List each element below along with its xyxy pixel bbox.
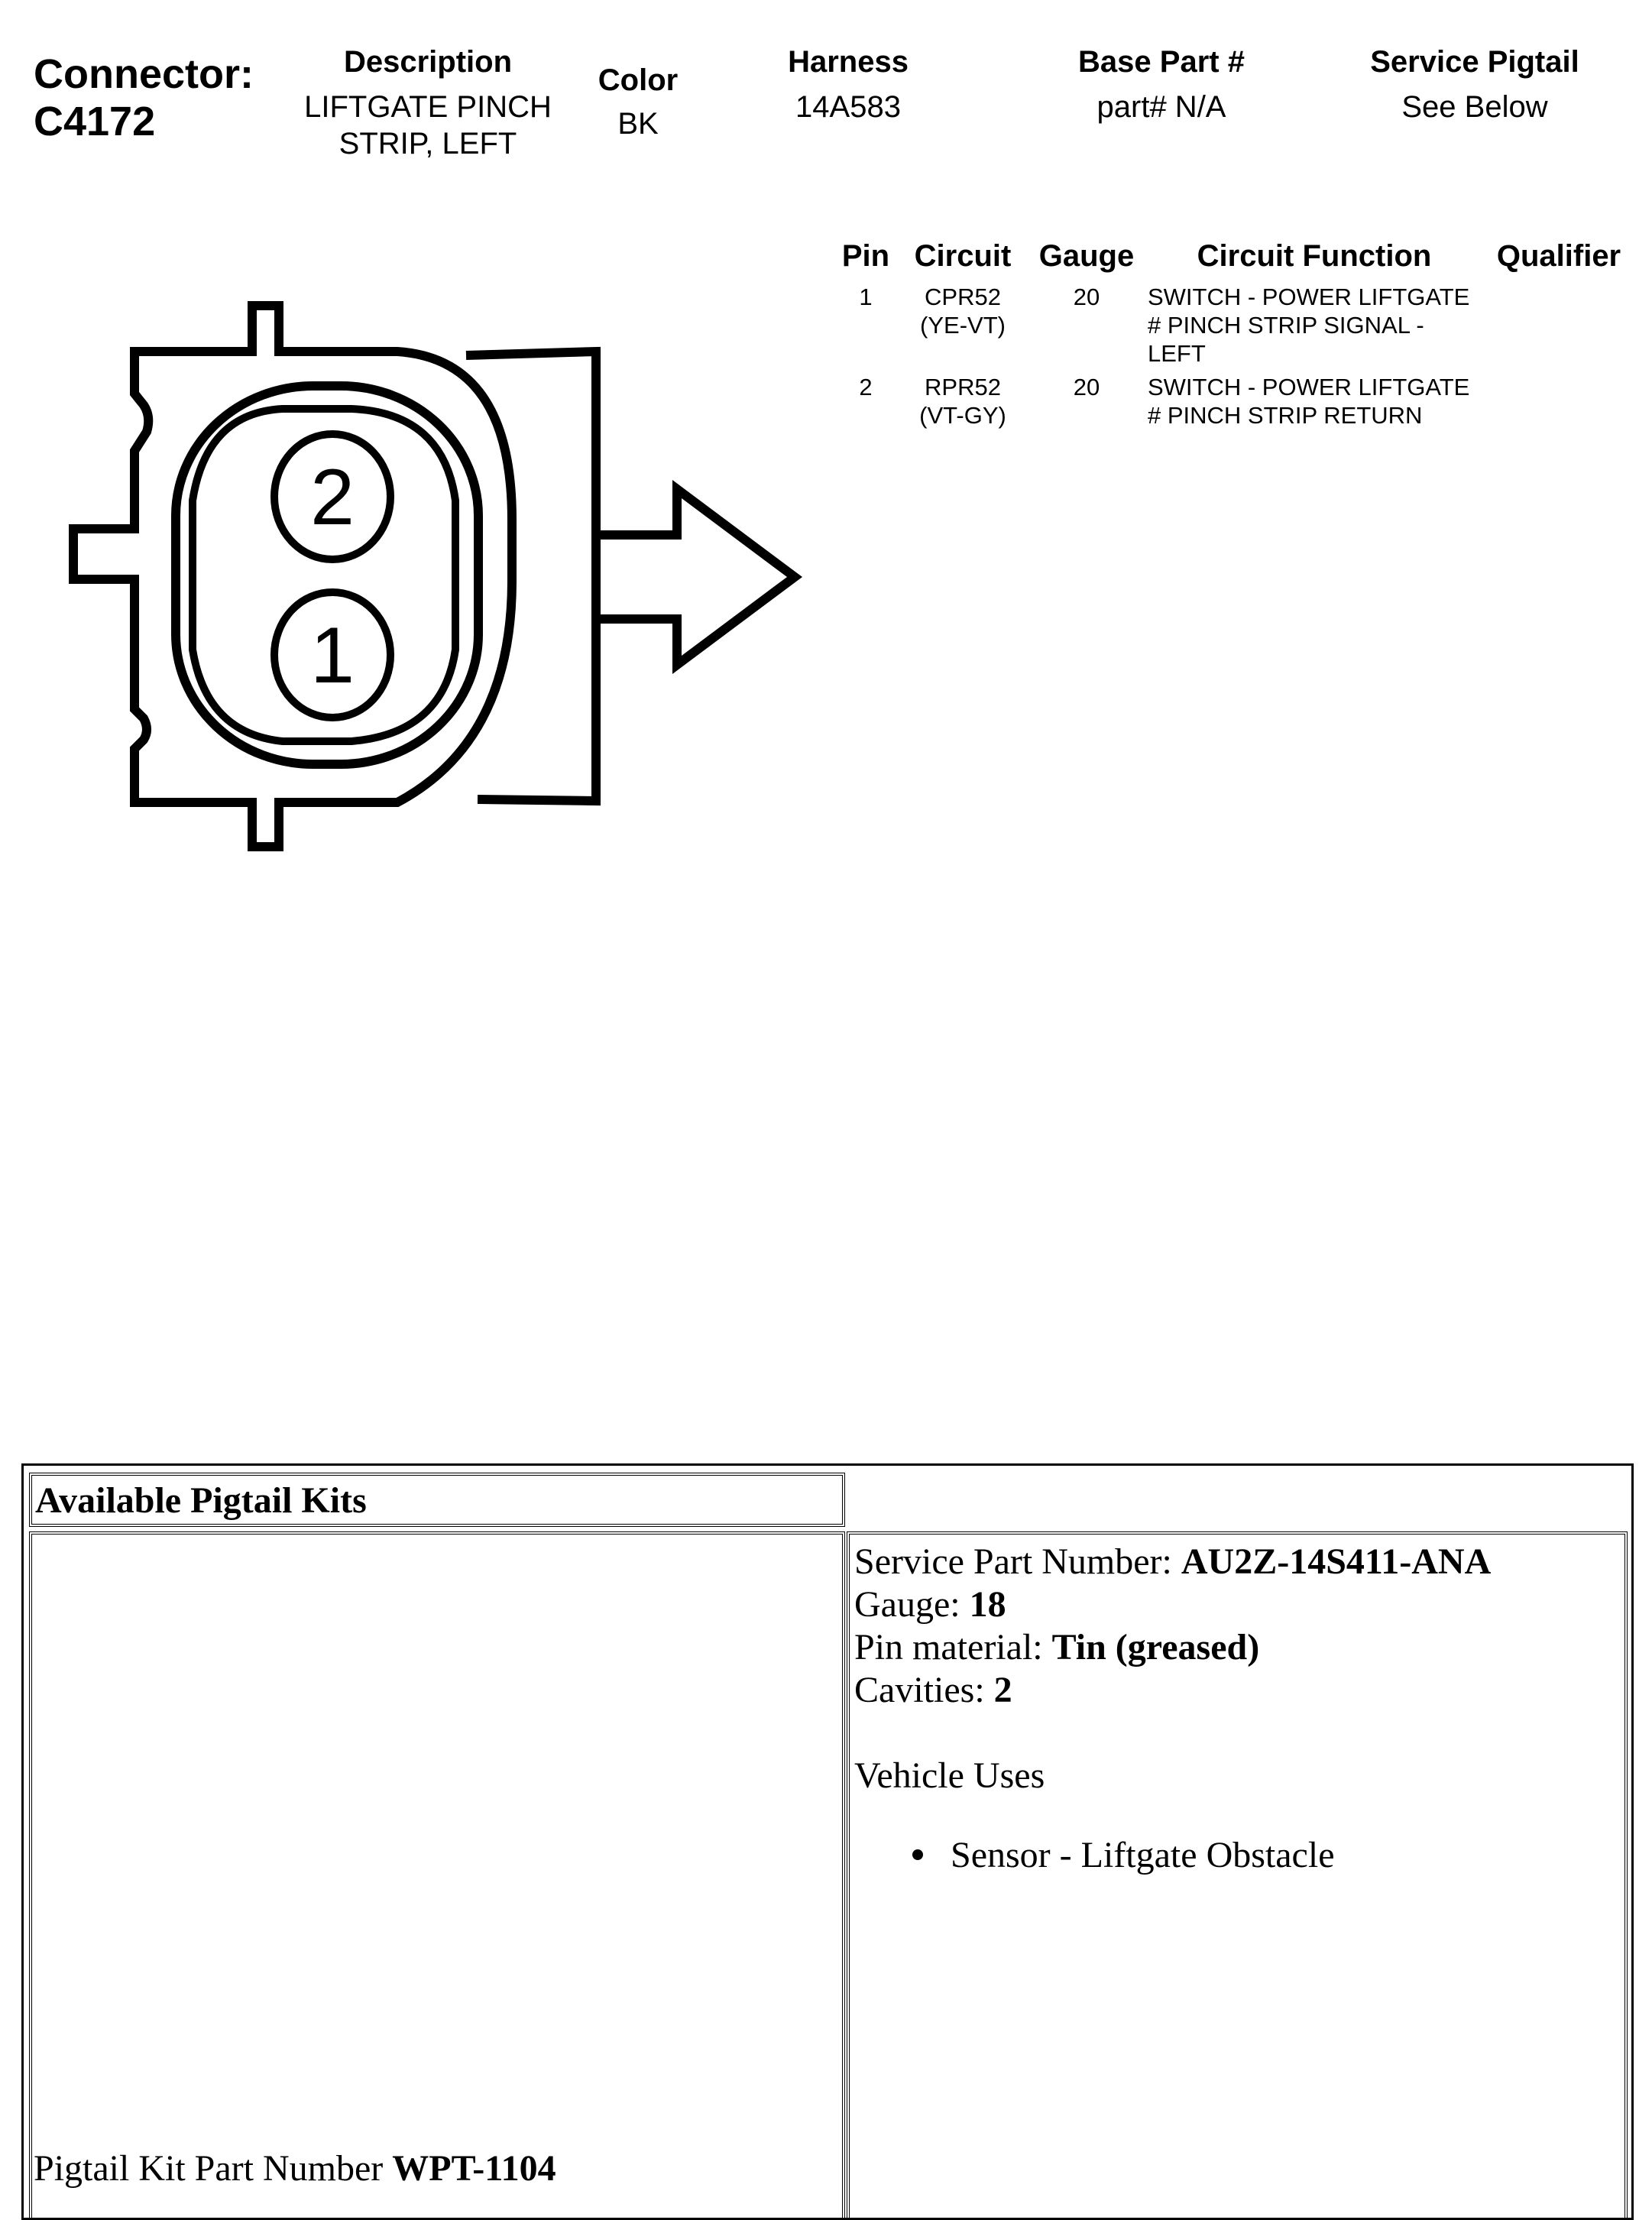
pigtail-image-cell [29, 1531, 845, 2219]
service-part-value: AU2Z-14S411-ANA [1181, 1541, 1492, 1582]
harness-column [749, 44, 947, 125]
pin-row-1-function [1148, 283, 1484, 368]
pin-table-header-qualifier: Qualifier [1496, 239, 1621, 273]
description-value-line1: LIFTGATE PINCH [304, 90, 552, 124]
pin-table-header-pin: Pin [841, 239, 890, 273]
pin-row-2-function [1148, 373, 1484, 429]
pin-row-1-circuit [902, 283, 1024, 339]
pin-table-header-function: Circuit Function [1197, 239, 1432, 273]
cavity-1-label: 1 [310, 611, 355, 700]
pin-row-1-circuit-id: CPR52 [925, 284, 1001, 310]
harness-value: 14A583 [795, 90, 901, 124]
pin-row-2-gauge: 20 [1073, 374, 1100, 400]
pin-material-value: Tin (greased) [1051, 1627, 1260, 1667]
cavity-2-label: 2 [310, 453, 355, 542]
pigtail-kits-title: Available Pigtail Kits [35, 1480, 367, 1521]
description-heading: Description [343, 45, 513, 79]
cavities [854, 1669, 1012, 1712]
pin-table-header-gauge: Gauge [1038, 239, 1135, 273]
harness-heading: Harness [788, 45, 909, 79]
connector-label: Connector: [34, 51, 254, 97]
pin-row-1-function-line: LEFT [1148, 340, 1206, 367]
pin-row-2-pin: 2 [859, 374, 873, 400]
description-column [290, 44, 565, 162]
cavities-value: 2 [993, 1670, 1012, 1710]
service-part-number [854, 1541, 1491, 1583]
pigtail-gauge-label: Gauge: [854, 1584, 970, 1625]
pin-row-2-circuit [902, 373, 1024, 429]
connector-heading [34, 50, 254, 145]
color-heading: Color [598, 63, 679, 97]
pin-row-1-circuit-color: (YE-VT) [920, 312, 1006, 339]
pin-table-header-circuit: Circuit [914, 239, 1012, 273]
pin-row-1-pin: 1 [859, 284, 873, 310]
color-value: BK [617, 107, 659, 141]
pin-row-1-function-line: SWITCH - POWER LIFTGATE [1148, 284, 1470, 310]
cavities-label: Cavities: [854, 1670, 994, 1710]
pin-row-1-function-line: # PINCH STRIP SIGNAL - [1148, 312, 1424, 339]
pigtail-kit-part-number [34, 2147, 556, 2190]
vehicle-uses-heading: Vehicle Uses [854, 1755, 1045, 1796]
pigtail-gauge [854, 1583, 1006, 1626]
pin-row-2-function-line: # PINCH STRIP RETURN [1148, 402, 1423, 429]
pin-row-2-circuit-id: RPR52 [925, 374, 1001, 400]
bullet-icon [912, 1849, 923, 1860]
pin-row-2-circuit-color: (VT-GY) [919, 402, 1006, 429]
base-part-heading: Base Part # [1078, 45, 1245, 79]
base-part-column [1039, 44, 1284, 125]
service-part-label: Service Part Number: [854, 1541, 1181, 1582]
pin-material [854, 1626, 1259, 1669]
vehicle-use-item: Sensor - Liftgate Obstacle [951, 1835, 1335, 1875]
color-column [581, 63, 695, 142]
service-pigtail-heading: Service Pigtail [1370, 45, 1579, 79]
service-pigtail-value: See Below [1401, 90, 1548, 124]
pin-row-2-function-line: SWITCH - POWER LIFTGATE [1148, 374, 1470, 400]
connector-latch [466, 352, 596, 801]
service-pigtail-column [1330, 44, 1620, 125]
connector-id: C4172 [34, 99, 156, 144]
description-value-line2: STRIP, LEFT [338, 127, 517, 160]
base-part-value: part# N/A [1096, 90, 1226, 124]
pigtail-gauge-value: 18 [969, 1584, 1006, 1625]
pin-material-label: Pin material: [854, 1627, 1052, 1667]
kit-label: Pigtail Kit Part Number [34, 2148, 393, 2189]
connector-face-diagram [61, 290, 810, 864]
orientation-arrow-icon [596, 489, 795, 665]
kit-value: WPT-1104 [392, 2148, 556, 2189]
pin-row-1-gauge: 20 [1073, 284, 1100, 310]
